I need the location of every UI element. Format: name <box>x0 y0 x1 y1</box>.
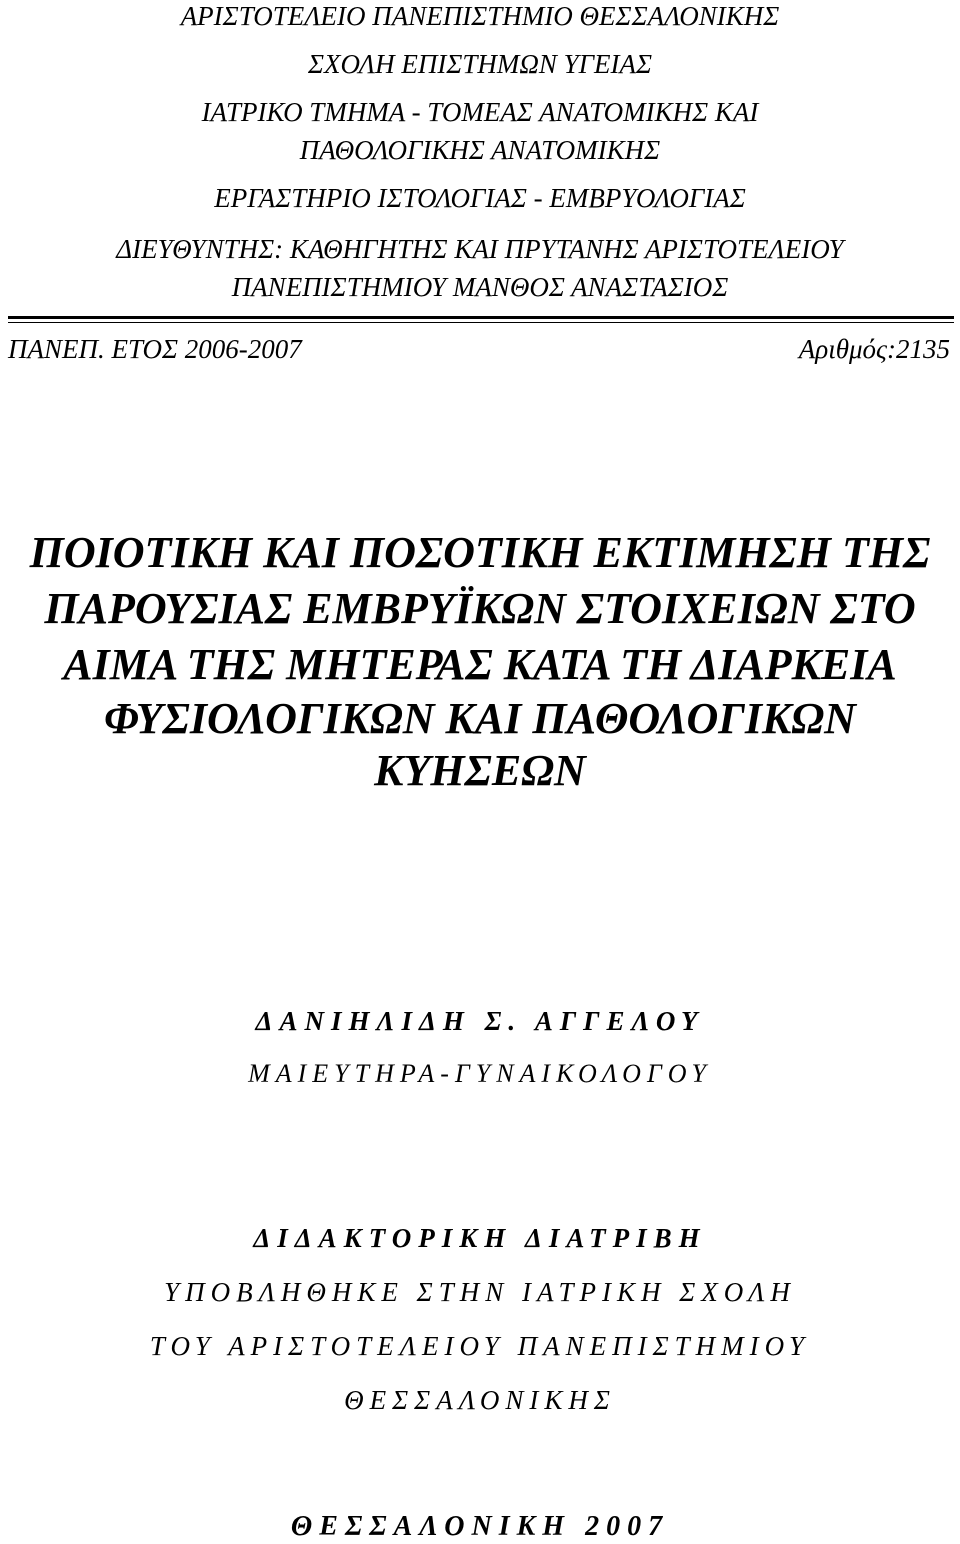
title-line-1: ΠΟΙΟΤΙΚΗ ΚΑΙ ΠΟΣΟΤΙΚΗ ΕΚΤΙΜΗΣΗ ΤΗΣ <box>29 528 931 577</box>
director-line-1: ΔΙΕΥΘΥΝΤΗΣ: ΚΑΘΗΓΗΤΗΣ ΚΑΙ ΠΡΥΤΑΝΗΣ ΑΡΙΣΤΟΤΕΛΕΙΟΥ <box>116 234 844 264</box>
university-name: ΑΡΙΣΤΟΤΕΛΕΙΟ ΠΑΝΕΠΙΣΤΗΜΙΟ ΘΕΣΣΑΛΟΝΙΚΗΣ <box>180 1 780 31</box>
director-line-2: ΠΑΝΕΠΙΣΤΗΜΙΟΥ ΜΑΝΘΟΣ ΑΝΑΣΤΑΣΙΟΣ <box>231 272 729 302</box>
thesis-type: ΔΙΔΑΚΤΟΡΙΚΗ ΔΙΑΤΡΙΒΗ <box>253 1223 707 1253</box>
author-role: ΜΑΙΕΥΤΗΡΑ-ΓΥΝΑΙΚΟΛΟΓΟΥ <box>248 1059 712 1088</box>
place-and-year: ΘΕΣΣΑΛΟΝΙΚΗ 2007 <box>290 1511 670 1542</box>
thesis-number: Αριθμός:2135 <box>798 334 950 364</box>
department-line-1: ΙΑΤΡΙΚΟ ΤΜΗΜΑ - ΤΟΜΕΑΣ ΑΝΑΤΟΜΙΚΗΣ ΚΑΙ <box>201 97 759 127</box>
header-divider <box>8 316 954 323</box>
school-name: ΣΧΟΛΗ ΕΠΙΣΤΗΜΩΝ ΥΓΕΙΑΣ <box>307 49 653 79</box>
submission-line-1: ΥΠΟΒΛΗΘΗΚΕ ΣΤΗΝ ΙΑΤΡΙΚΗ ΣΧΟΛΗ <box>164 1277 796 1307</box>
author-name: ΔΑΝΙΗΛΙΔΗ Σ. ΑΓΓΕΛΟΥ <box>255 1006 705 1036</box>
laboratory-name: ΕΡΓΑΣΤΗΡΙΟ ΙΣΤΟΛΟΓΙΑΣ - ΕΜΒΡΥΟΛΟΓΙΑΣ <box>214 183 746 213</box>
department-line-2: ΠΑΘΟΛΟΓΙΚΗΣ ΑΝΑΤΟΜΙΚΗΣ <box>299 135 661 165</box>
submission-line-2: ΤΟΥ ΑΡΙΣΤΟΤΕΛΕΙΟΥ ΠΑΝΕΠΙΣΤΗΜΙΟΥ <box>149 1331 811 1361</box>
title-line-5: ΚΥΗΣΕΩΝ <box>374 746 586 795</box>
submission-line-3: ΘΕΣΣΑΛΟΝΙΚΗΣ <box>344 1385 616 1415</box>
title-line-2: ΠΑΡΟΥΣΙΑΣ ΕΜΒΡΥΪΚΩΝ ΣΤΟΙΧΕΙΩΝ ΣΤΟ <box>44 584 916 633</box>
title-line-3: ΑΙΜΑ ΤΗΣ ΜΗΤΕΡΑΣ ΚΑΤΑ ΤΗ ΔΙΑΡΚΕΙΑ <box>63 640 897 689</box>
academic-year: ΠΑΝΕΠ. ΕΤΟΣ 2006-2007 <box>8 334 302 364</box>
title-line-4: ΦΥΣΙΟΛΟΓΙΚΩΝ ΚΑΙ ΠΑΘΟΛΟΓΙΚΩΝ <box>104 694 856 743</box>
